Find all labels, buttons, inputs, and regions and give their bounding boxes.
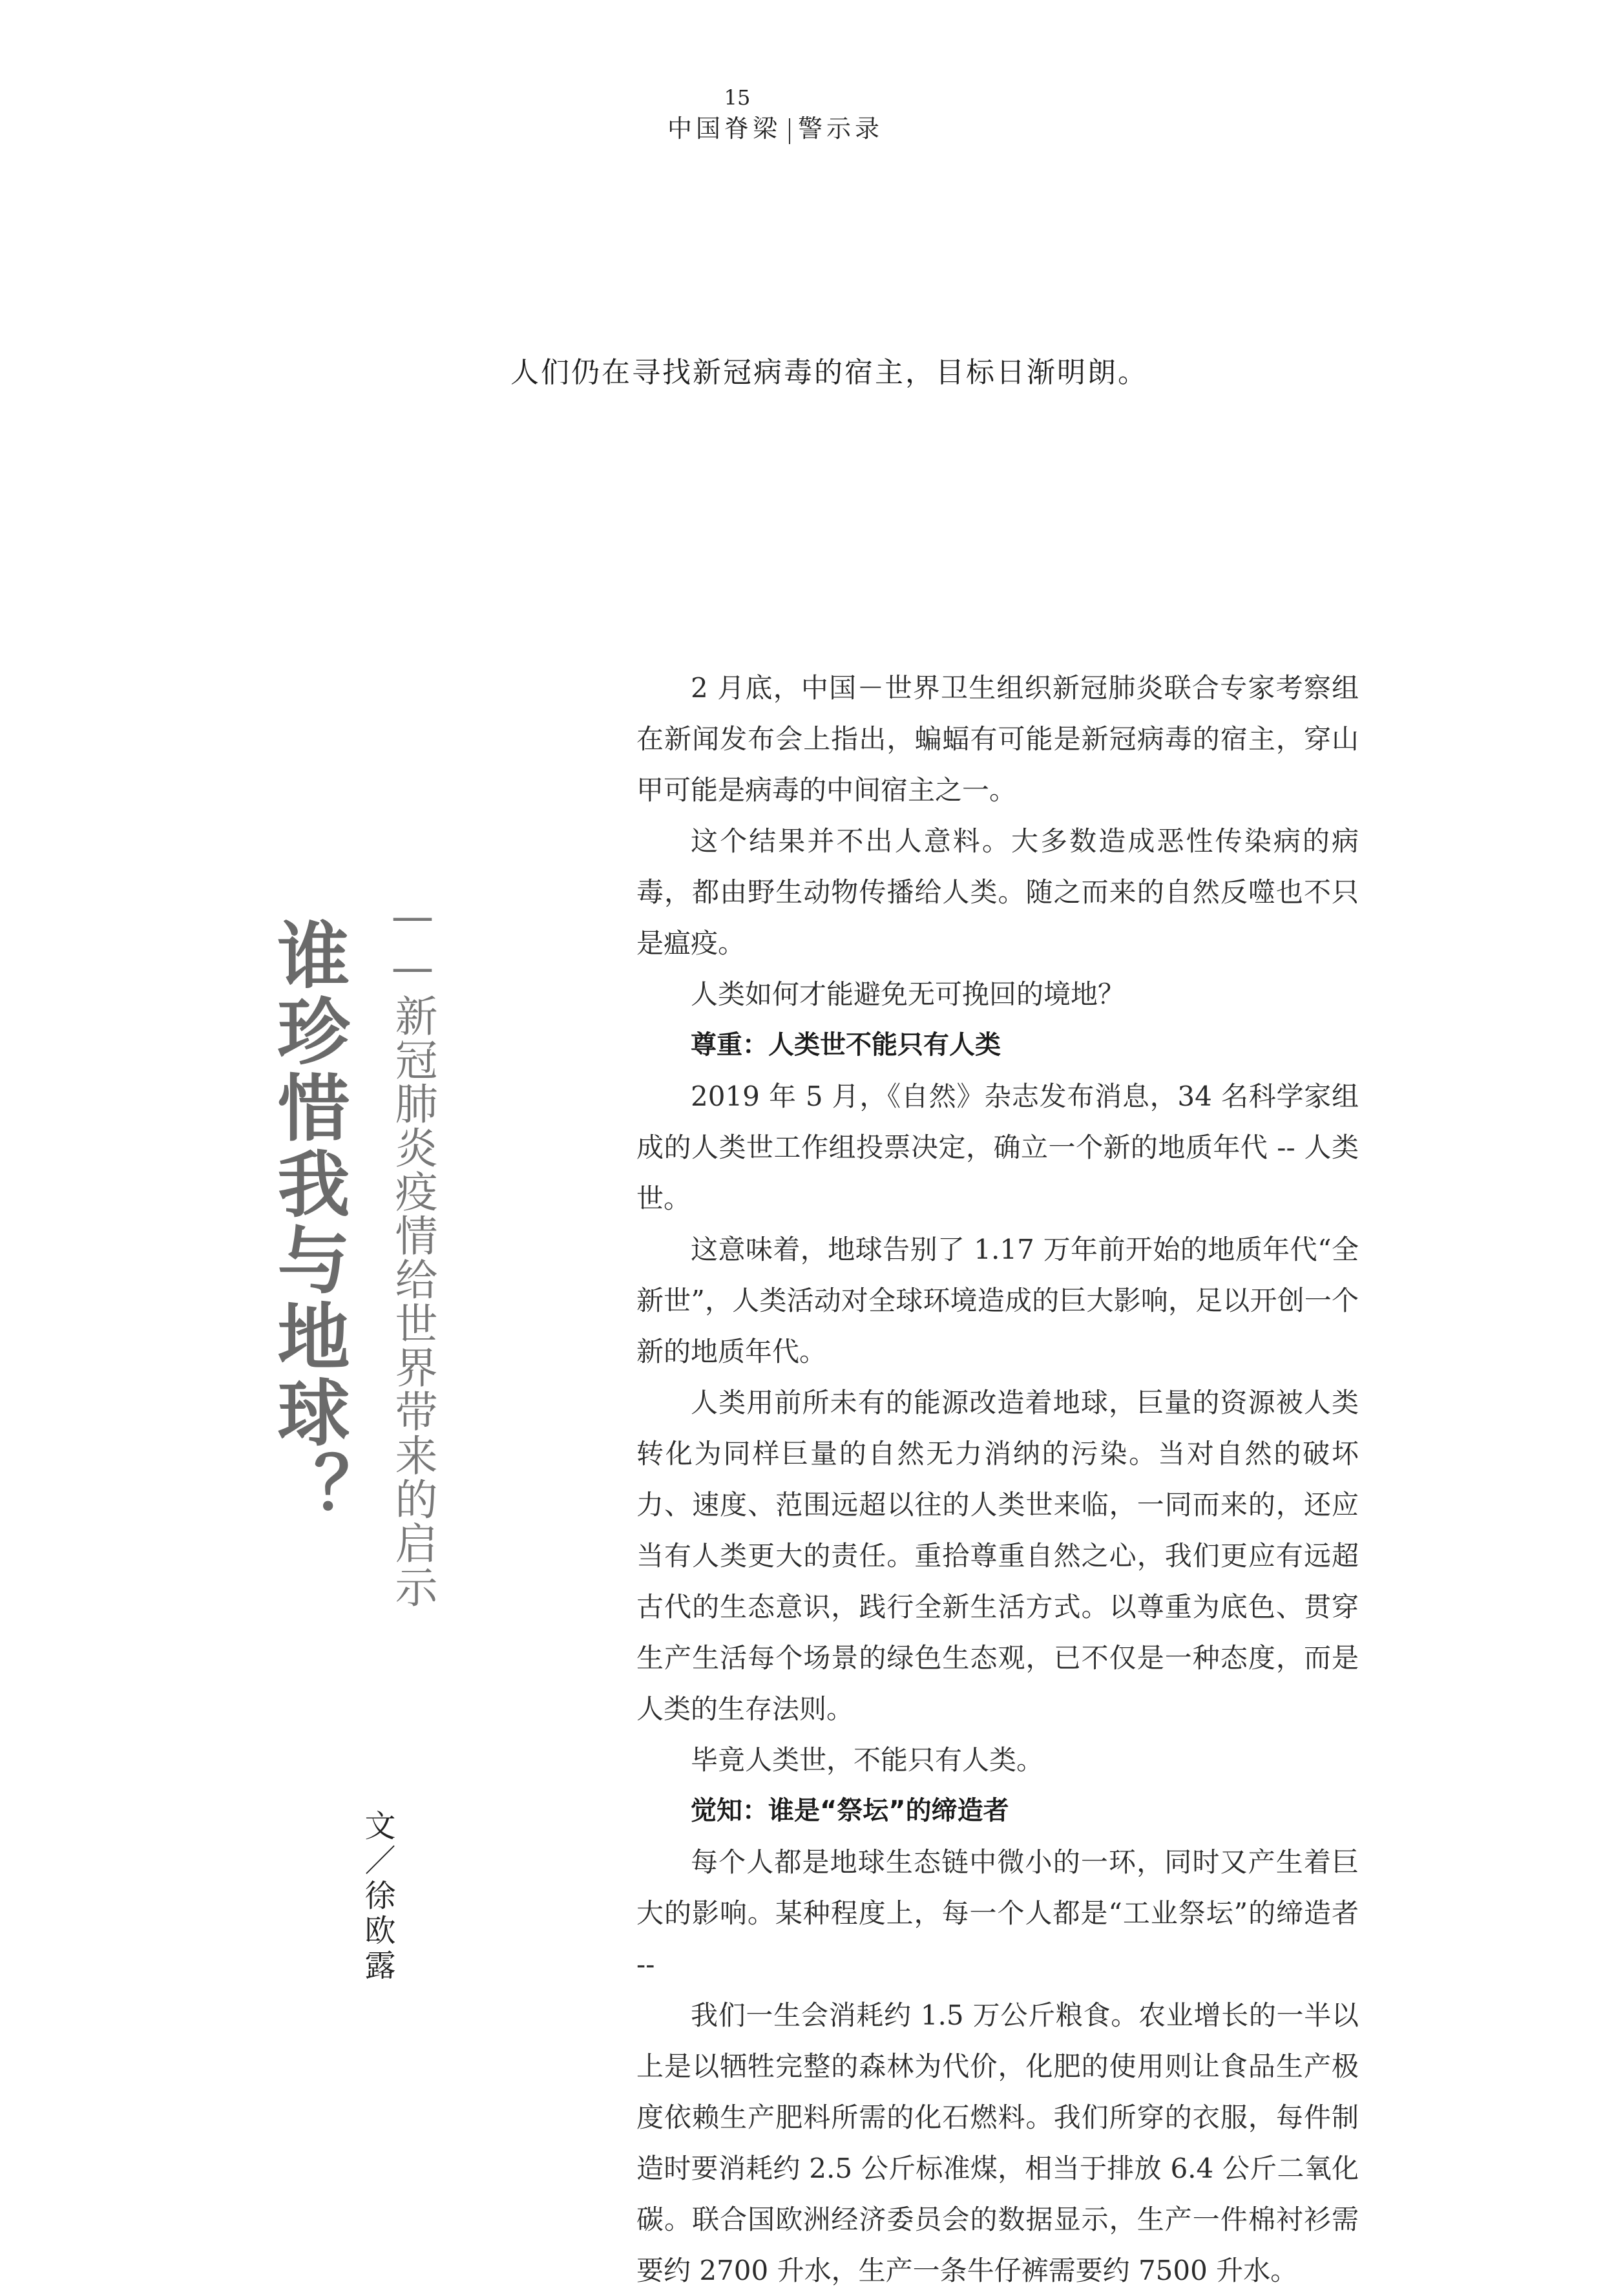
paragraph: 毕竟人类世，不能只有人类。 xyxy=(691,1744,1044,1776)
paragraph: 每个人都是地球生态链中微小的一环，同时又产生着巨大的影响。某种程度上，每一个人都是“工业祭坛”的缔造者 -- xyxy=(636,1846,1359,1980)
page-number: 15 xyxy=(724,85,751,110)
paragraph: 这个结果并不出人意料。大多数造成恶性传染病的病毒，都由野生动物传播给人类。随之而来的自然反噬也不只是瘟疫。 xyxy=(636,825,1359,959)
article-title: 谁珍惜我与地球？ xyxy=(266,918,350,1528)
byline: 文／徐欧露 xyxy=(359,1809,395,1984)
paragraph: 2019 年 5 月，《自然》杂志发布消息，34 名科学家组成的人类世工作组投票决定，确立一个新的地质年代 -- 人类世。 xyxy=(636,1080,1359,1214)
paragraph: 这意味着，地球告别了 1.17 万年前开始的地质年代“全新世”，人类活动对全球环境造成的巨大影响，足以开创一个新的地质年代。 xyxy=(636,1234,1359,1367)
section-name: 警示录 xyxy=(798,114,884,143)
header-divider xyxy=(789,118,790,144)
paragraph: 人类用前所未有的能源改造着地球，巨量的资源被人类转化为同样巨量的自然无力消纳的污染。当对自然的破坏力、速度、范围远超以往的人类世来临，一同而来的，还应当有人类更大的责任。重拾尊重自然之心，我们更应有远超古代的生态意识，践行全新生活方式。以尊重为底色、贯穿生产生活每个场景的绿色生态观，已不仅是一种态度，而是人类的生存法则。 xyxy=(636,1387,1359,1725)
section-heading: 尊重：人类世不能只有人类 xyxy=(691,1030,1001,1060)
running-header xyxy=(646,109,905,144)
paragraph: 2 月底，中国－世界卫生组织新冠肺炎联合专家考察组在新闻发布会上指出，蝙蝠有可能是新冠病毒的宿主，穿山甲可能是病毒的中间宿主之一。 xyxy=(636,672,1359,806)
paragraph: 我们一生会消耗约 1.5 万公斤粮食。农业增长的一半以上是以牺牲完整的森林为代价，化肥的使用则让食品生产极度依赖生产肥料所需的化石燃料。我们所穿的衣服，每件制造时要消耗约 2.5 公斤标准煤，相当于排放 6.4 公斤二氧化碳。联合国欧洲经济委员会的数据显示，生产一件棉衬衫需要约 2700 升水，生产一条牛仔裤需要约 7500 升水。 xyxy=(636,1999,1359,2286)
article-body xyxy=(636,662,1359,2296)
paragraph: 人类如何才能避免无可挽回的境地？ xyxy=(691,978,1126,1010)
section-heading: 觉知：谁是“祭坛”的缔造者 xyxy=(691,1796,1009,1826)
article-subtitle: ——新冠肺炎疫情给世界带来的启示 xyxy=(388,892,437,1609)
lead-sentence: 人们仍在寻找新冠病毒的宿主，目标日渐明朗。 xyxy=(510,356,1148,389)
publication-name: 中国脊梁 xyxy=(667,114,781,143)
